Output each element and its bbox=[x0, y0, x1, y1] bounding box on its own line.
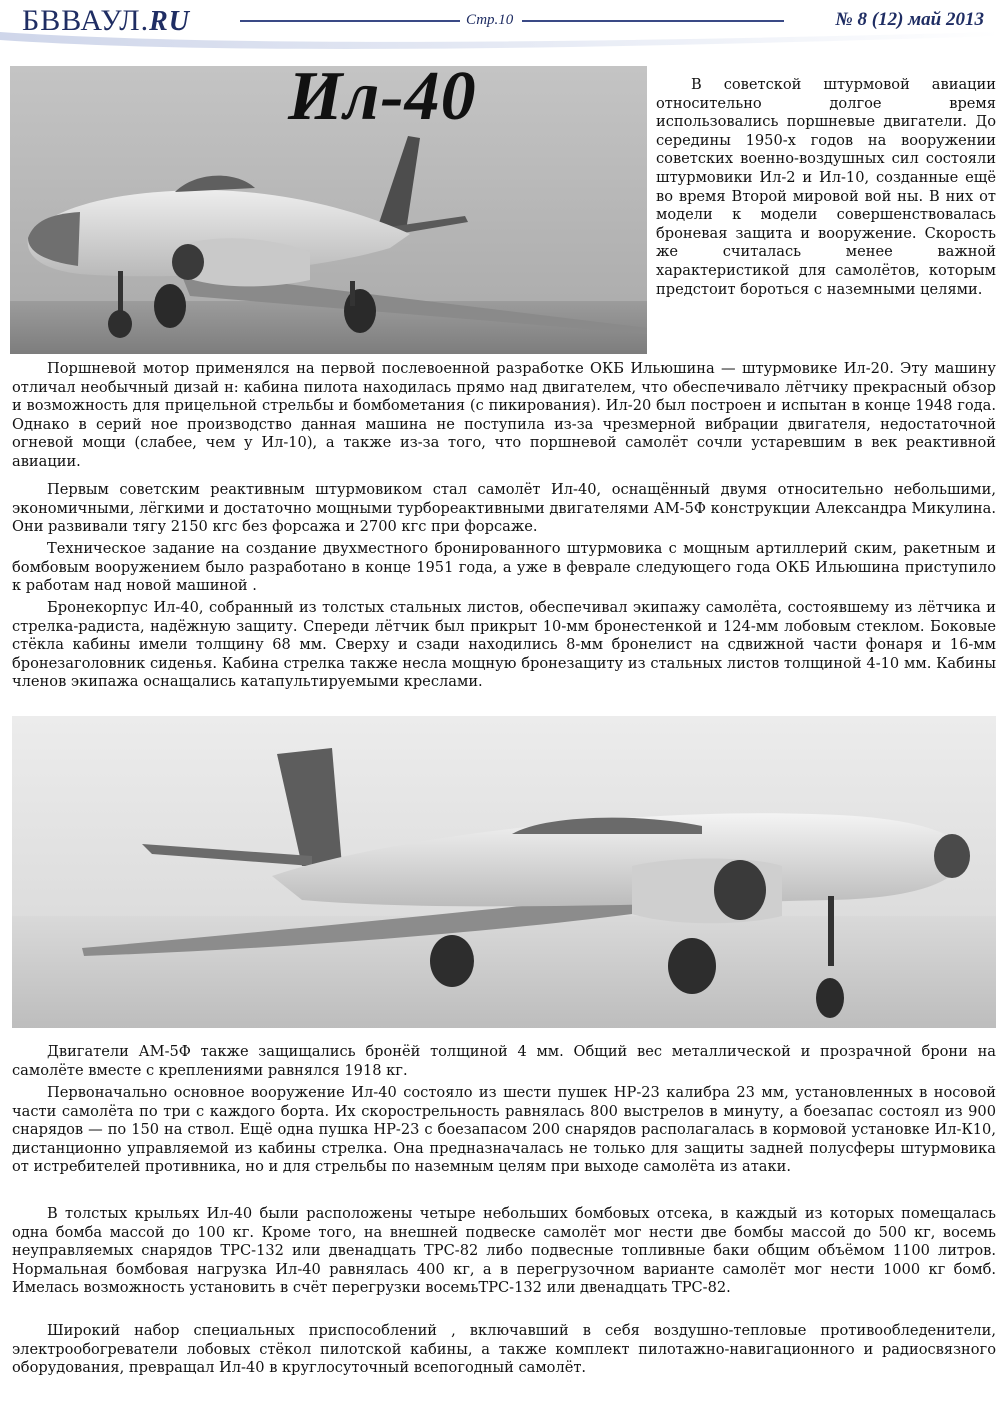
paragraph-7: В толстых крыльях Ил-40 были расположены четыре небольших бомбовых отсека, в каждый из которых помещалась одна бомба массой до 100 кг. Кроме того, на внешней подвеске самолёт мог нести две бомбы массой до 500 кг, восемь неуправляемых снарядов ТРС-132 или двенадцать ТРС-82 либо подвесные топливные баки общим объёмом 1100 литров. Нормальная бомбовая нагрузка Ил-40 равнялась 400 кг, а в перегрузочном варианте самолёт мог нести 1000 кг бомб. Имелась возможность установить в счёт перегрузки восемьТРС-132 или двенадцать ТРС-82. bbox=[12, 1205, 996, 1297]
paragraph-1: Поршневой мотор применялся на первой послевоенной разработке ОКБ Ильюшина — штурмовике Ил-20. Эту машину отличал необычный дизай н: кабина пилота находилась прямо над двигателем, что обеспечивало лётчику прекрасный обзор и возможность для прицельной стрельбы и бомбометания (с пикирования). Ил-20 был построен и испытан в конце 1948 года. Однако в серий ное производство данная машина не поступила из-за чрезмерной вибрации двигателя, недостаточной огневой мощи (слабее, чем у Ил-10), а также из-за того, что поршневой самолёт сочли устаревшим в век реактивной авиации. bbox=[12, 360, 996, 470]
paragraph-6: Первоначально основное вооружение Ил-40 состояло из шести пушек НР-23 калибра 23 мм, установленных в носовой части самолёта по три с каждого борта. Их скорострельность равнялась 800 выстрелов в минуту, а боезапас состоял из 900 снарядов — по 150 на ствол. Ещё одна пушка НР-23 с боезапасом 200 снарядов располагалась в кормовой установке Ил-К10, дистанционно управляемой из кабины стрелка. Она предназначалась не только для защиты задней полусферы штурмовика от истребителей противника, но и для стрельбы по наземным целям при выходе самолёта из атаки. bbox=[12, 1084, 996, 1176]
brand-suffix: RU bbox=[149, 6, 190, 37]
paragraph-2: Первым советским реактивным штурмовиком стал самолёт Ил-40, оснащённый двумя относительно небольшими, экономичными, лёгкими и достаточно мощными турбореактивными двигателями АМ-5Ф конструкции Александра Микулина. Они развивали тягу 2150 кгс без форсажа и 2700 кгс при форсаже. bbox=[12, 481, 996, 536]
paragraph-5: Двигатели АМ-5Ф также защищались бронёй толщиной 4 мм. Общий вес металлической и прозрачной брони на самолёте вместе с креплениями равнялся 1918 кг. bbox=[12, 1043, 996, 1079]
intro-paragraph: В советской штурмовой авиации относительно долгое время использовались поршневые двигатели. До середины 1950-х годов на вооружении советских военно-воздушных сил состояли штурмовики Ил-2 и Ил-10, созданные ещё во время Второй мировой вой ны. В них от модели к модели совершенствовалась броневая защита и вооружение. Скорость же считалась менее важной характеристикой для самолётов, которым предстоит бороться с наземными целями. bbox=[656, 76, 996, 298]
paragraph-3: Техническое задание на создание двухместного бронированного штурмовика с мощным артиллерий ским, ракетным и бомбовым вооружением было разработано в конце 1951 года, а уже в феврале следующего года ОКБ Ильюшина приступило к работам над новой машиной . bbox=[12, 540, 996, 595]
header-rule-right bbox=[522, 20, 784, 22]
paragraph-8: Широкий набор специальных приспособлений , включавший в себя воздушно-тепловые противообледенители, электрообогреватели лобовых стёкол пилотской кабины, а также комплект пилотажно-навигационного и радиосвязного оборудования, превращал Ил-40 в круглосуточный всепогодный самолёт. bbox=[12, 1322, 996, 1377]
brand-name: БВВАУЛ. bbox=[22, 4, 150, 37]
bottom-aircraft-photo bbox=[12, 716, 996, 1028]
page-header bbox=[0, 0, 1000, 44]
issue-label: № 8 (12) май 2013 bbox=[835, 9, 984, 30]
header-swoosh bbox=[0, 30, 1000, 56]
page-number: Стр.10 bbox=[466, 12, 514, 28]
article-title: Ил-40 bbox=[288, 58, 477, 135]
header-rule-left bbox=[240, 20, 460, 22]
paragraph-4: Бронекорпус Ил-40, собранный из толстых стальных листов, обеспечивал экипажу самолёта, состоявшему из лётчика и стрелка-радиста, надёжную защиту. Спереди лётчик был прикрыт 10-мм бронестенкой и 124-мм лобовым стеклом. Боковые стёкла кабины имели толщину 68 мм. Сверху и сзади находились 8-мм бронелист на сдвижной части фонаря и 16-мм бронезаголовник сиденья. Кабина стрелка также несла мощную бронезащиту из стальных листов толщиной 4-10 мм. Кабины членов экипажа оснащались катапультируемыми креслами. bbox=[12, 599, 996, 691]
